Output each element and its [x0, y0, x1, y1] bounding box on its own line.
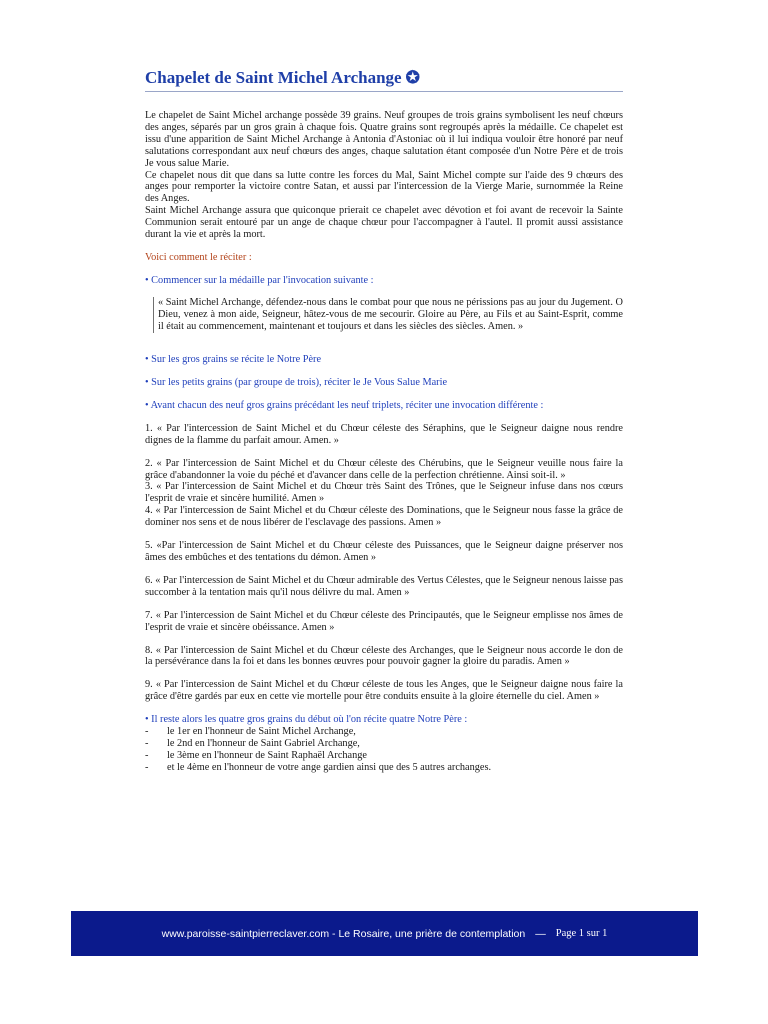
footer-site-link[interactable]: www.paroisse-saintpierreclaver.com	[161, 927, 330, 940]
invocation-6: 6. « Par l'intercession de Saint Michel et du Chœur admirable des Vertus Célestes, que le Seigneur nenous laisse pas succomber à la tentation mais qu'il nous délivre du mal. Amen »	[145, 574, 623, 598]
step-medal: • Commencer sur la médaille par l'invocation suivante :	[145, 274, 374, 286]
invocation-9: 9. « Par l'intercession de Saint Michel et du Chœur céleste de tous les Anges, que le Seigneur daigne nous faire la grâce d'être gardés par eux en cette vie mortelle pour être conduits ensuite à la gloire éternelle du ciel. Amen »	[145, 679, 623, 703]
list-dash: -	[145, 749, 149, 761]
intro-paragraph: Ce chapelet nous dit que dans sa lutte contre les forces du Mal, Saint Michel compte sur l'aide des 9 chœurs des anges pour remporter la victoire contre Satan, et aussi par l'intercession de la Vierge Marie, surnommée la Reine des Anges.	[145, 169, 623, 205]
step-final: • Il reste alors les quatre gros grains du début où l'on récite quatre Notre Père :	[145, 714, 468, 726]
list-item	[145, 726, 623, 738]
ornament-icon: ✪	[405, 68, 420, 87]
step-small-beads: • Sur les petits grains (par groupe de trois), réciter le Je Vous Salue Marie	[145, 377, 448, 388]
how-to-heading: Voici comment le réciter :	[145, 251, 252, 263]
invocation-2: 2. « Par l'intercession de Saint Michel et du Chœur céleste des Chérubins, que le Seigneur veuille nous faire la grâce d'abandonner la voie du péché et d'avancer dans celle de la perfection chrétienne. Ainsi soit-il. »	[145, 457, 623, 481]
intro-paragraph: Le chapelet de Saint Michel archange possède 39 grains. Neuf groupes de trois grains symbolisent les neuf chœurs des anges, séparés par un gros grain à chaque fois. Quatre grains sont regroupés après la médaille. Ce chapelet est issu d'une apparition de Saint Michel Archange à Antonia d'Astoniac où il lui indiqua vouloir être honoré par neuf salutations correspondant aux neuf chœurs des anges, chaque salutation étant composée d'un Notre Père et de trois Je vous salue Marie.	[145, 110, 623, 169]
list-item-text: et le 4ème en l'honneur de votre ange gardien ainsi que des 5 autres archanges.	[167, 761, 492, 773]
page-number: Page 1 sur 1	[555, 928, 608, 939]
list-dash: -	[145, 761, 149, 773]
intro-paragraph: Saint Michel Archange assura que quiconque prierait ce chapelet avec dévotion et foi avant de recevoir la Sainte Communion serait entouré par un ange de chaque chœur pour l'accompagner à l'autel. Il promit aussi assistance durant la vie et après la mort.	[145, 205, 623, 241]
step-big-beads: • Sur les gros grains se récite le Notre Père	[145, 354, 322, 366]
list-item	[145, 750, 623, 762]
list-dash: -	[145, 737, 149, 749]
list-item	[145, 738, 623, 750]
step-invocations: • Avant chacun des neuf gros grains précédant les neuf triplets, réciter une invocation différente :	[145, 399, 544, 411]
document-body	[145, 110, 623, 774]
list-dash: -	[145, 726, 149, 738]
footer-separator: —	[535, 927, 546, 940]
footer-tagline: - Le Rosaire, une prière de contemplation	[332, 927, 526, 940]
title-bar	[145, 68, 623, 92]
invocation-7: 7. « Par l'intercession de Saint Michel et du Chœur céleste des Principautés, que le Seigneur emplisse nos âmes de l'esprit de vraie et sincère obéissance. Amen »	[145, 609, 623, 633]
invocation-1: 1. « Par l'intercession de Saint Michel et du Chœur céleste des Séraphins, que le Seigneur daigne nous rendre dignes de la flamme du parfait amour. Amen. »	[145, 422, 623, 446]
list-item-text: le 1er en l'honneur de Saint Michel Archange,	[167, 726, 356, 738]
invocation-5: 5. «Par l'intercession de Saint Michel et du Chœur céleste des Puissances, que le Seigneur daigne préserver nos âmes des embûches et des tentations du démon. Amen »	[145, 540, 623, 563]
invocation-4: 4. « Par l'intercession de Saint Michel et du Chœur céleste des Dominations, que le Seigneur nous fasse la grâce de dominer nos sens et de nous libérer de l'esclavage des passions. Amen »	[145, 505, 623, 529]
list-item-text: le 2nd en l'honneur de Saint Gabriel Archange,	[167, 737, 360, 749]
medal-prayer-quote: « Saint Michel Archange, défendez-nous dans le combat pour que nous ne périssions pas au jour du Jugement. O Dieu, venez à mon aide, Seigneur, hâtez-vous de me secourir. Gloire au Père, au Fils et au Saint-Esprit, comme il était au commencement, maintenant et toujours et dans les siècles des siècles. Amen. »	[153, 297, 623, 333]
invocation-3: 3. « Par l'intercession de Saint Michel et du Chœur très Saint des Trônes, que le Seigneur infuse dans nos cœurs l'esprit de vraie et sincère humilité. Amen »	[145, 481, 623, 505]
invocation-8: 8. « Par l'intercession de Saint Michel et du Chœur céleste des Archanges, que le Seigneur nous accorde le don de la persévérance dans la foi et dans les bonnes œuvres pour pouvoir gagner la gloire du paradis. Amen »	[145, 644, 623, 668]
list-item-text: le 3ème en l'honneur de Saint Raphaël Archange	[167, 749, 367, 761]
list-item	[145, 762, 623, 774]
page-title: Chapelet de Saint Michel Archange	[145, 68, 402, 87]
page-footer	[71, 911, 698, 956]
